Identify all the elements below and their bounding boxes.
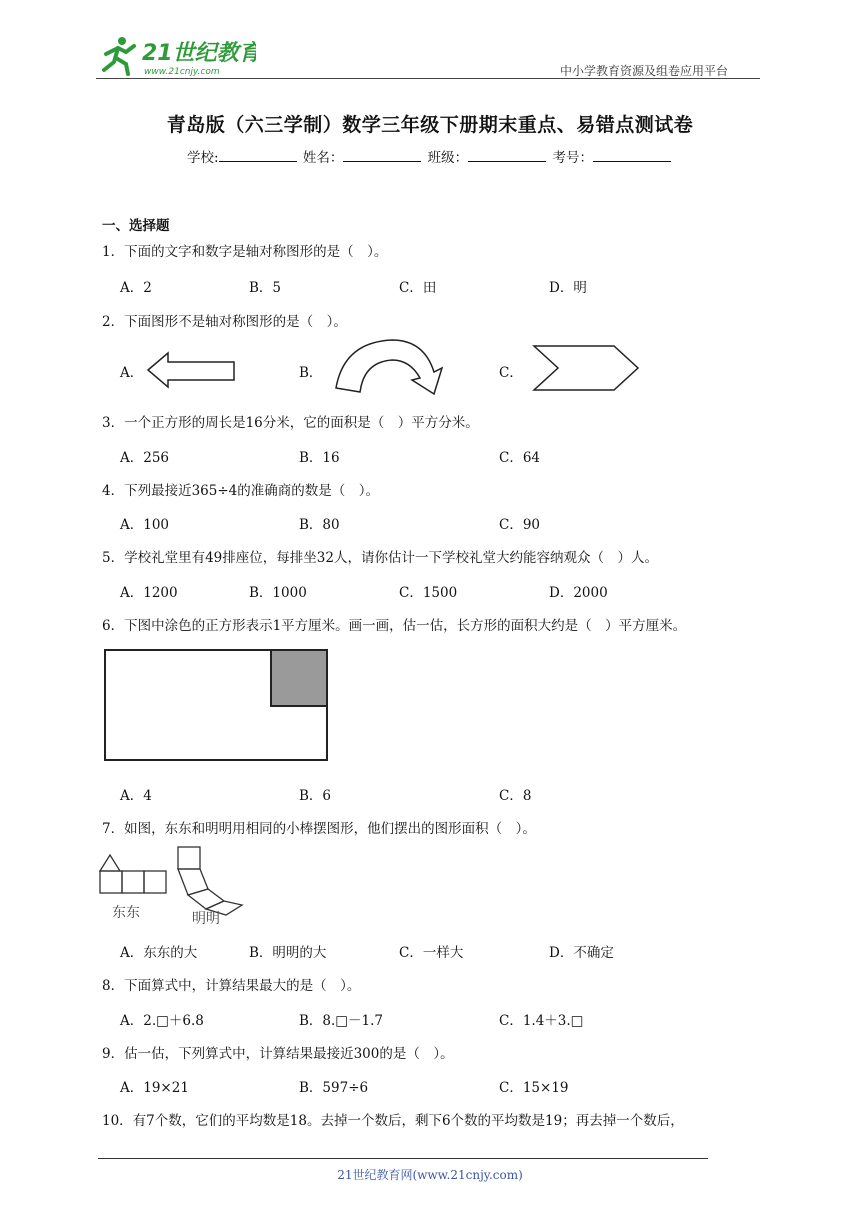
q5-option-b[interactable]: B．1000 [249,585,307,601]
q7-option-c[interactable]: C．一样大 [399,945,464,961]
curved-arrow-figure [334,336,446,402]
q8-option-c[interactable]: C．1.4＋3.□ [499,1013,584,1029]
q3-option-a[interactable]: A．256 [120,450,170,466]
q4-option-a[interactable]: A．100 [120,517,170,533]
class-label: 班级： [427,150,469,166]
q1-option-c[interactable]: C．田 [399,280,437,296]
q2-option-c[interactable]: C． [499,365,523,381]
q9-option-b[interactable]: B．597÷6 [299,1080,369,1096]
number-blank[interactable] [593,149,671,162]
runner-icon [104,37,134,74]
school-label: 学校: [187,150,219,166]
q6-option-c[interactable]: C．8 [499,788,532,804]
q9-option-c[interactable]: C．15×19 [499,1080,569,1096]
logo [96,34,256,78]
question-7: 7．如图，东东和明明用相同的小棒摆图形，他们摆出的图形面积（ ）。 [102,821,536,837]
name-label: 姓名： [302,150,344,166]
question-10: 10．有7个数，它们的平均数是18。去掉一个数后，剩下6个数的平均数是19；再去掉一个数后， [102,1113,684,1129]
rectangle-figure [104,649,330,767]
question-3: 3．一个正方形的周长是16分米，它的面积是（ ）平方分米。 [102,415,479,431]
q3-option-b[interactable]: B．16 [299,450,340,466]
chevron-figure [532,344,642,396]
question-9: 9．估一估，下列算式中，计算结果最接近300的是（ ）。 [102,1046,454,1062]
q5-option-c[interactable]: C．1500 [399,585,458,601]
student-info-line [0,146,860,166]
school-blank[interactable] [219,149,297,162]
q3-option-c[interactable]: C．64 [499,450,541,466]
q7-option-a[interactable]: A．东东的大 [120,945,198,961]
q4-option-b[interactable]: B．80 [299,517,340,533]
question-4: 4．下列最接近365÷4的准确商的数是（ ）。 [102,483,380,499]
q6-option-b[interactable]: B．6 [299,788,332,804]
q7-option-d[interactable]: D．不确定 [549,945,614,961]
q7-option-b[interactable]: B．明明的大 [249,945,327,961]
mingming-label: 明明 [192,911,220,927]
platform-label: 中小学教育资源及组卷应用平台 [560,64,729,78]
class-blank[interactable] [468,149,546,162]
page-title: 青岛版（六三学制）数学三年级下册期末重点、易错点测试卷 [166,114,694,136]
footer-link[interactable]: 21世纪教育网(www.21cnjy.com) [337,1168,523,1182]
dongdong-label: 东东 [112,905,140,921]
q8-option-a[interactable]: A．2.□＋6.8 [120,1013,204,1029]
q6-option-a[interactable]: A．4 [120,788,152,804]
question-5: 5．学校礼堂里有49排座位，每排坐32人，请你估计一下学校礼堂大约能容纳观众（ ）人。 [102,550,658,566]
logo-url: www.21cnjy.com [144,67,220,77]
q1-option-b[interactable]: B．5 [249,280,282,296]
q5-option-d[interactable]: D．2000 [549,585,608,601]
q4-option-c[interactable]: C．90 [499,517,541,533]
q5-option-a[interactable]: A．1200 [120,585,178,601]
question-6: 6．下图中涂色的正方形表示1平方厘米。画一画，估一估，长方形的面积大约是（ ）平方厘米。 [102,618,687,634]
name-blank[interactable] [343,149,421,162]
question-8: 8．下面算式中，计算结果最大的是（ ）。 [102,978,361,994]
q1-option-d[interactable]: D．明 [549,280,587,296]
q2-option-b[interactable]: B． [299,365,323,381]
number-label: 考号： [552,150,593,166]
q8-option-b[interactable]: B．8.□－1.7 [299,1013,384,1029]
stick-figures [98,845,248,931]
header-divider [96,78,760,79]
question-2: 2．下面图形不是轴对称图形的是（ ）。 [102,314,347,330]
unit-square [271,650,327,706]
question-1: 1．下面的文字和数字是轴对称图形的是（ ）。 [102,244,388,260]
logo-text: 21世纪教育 [142,41,256,66]
footer-divider [98,1158,708,1159]
section-heading: 一、选择题 [102,218,170,234]
q1-option-a[interactable]: A．2 [120,280,152,296]
left-arrow-figure [146,350,238,394]
q9-option-a[interactable]: A．19×21 [120,1080,189,1096]
q2-option-a[interactable]: A． [120,365,144,381]
